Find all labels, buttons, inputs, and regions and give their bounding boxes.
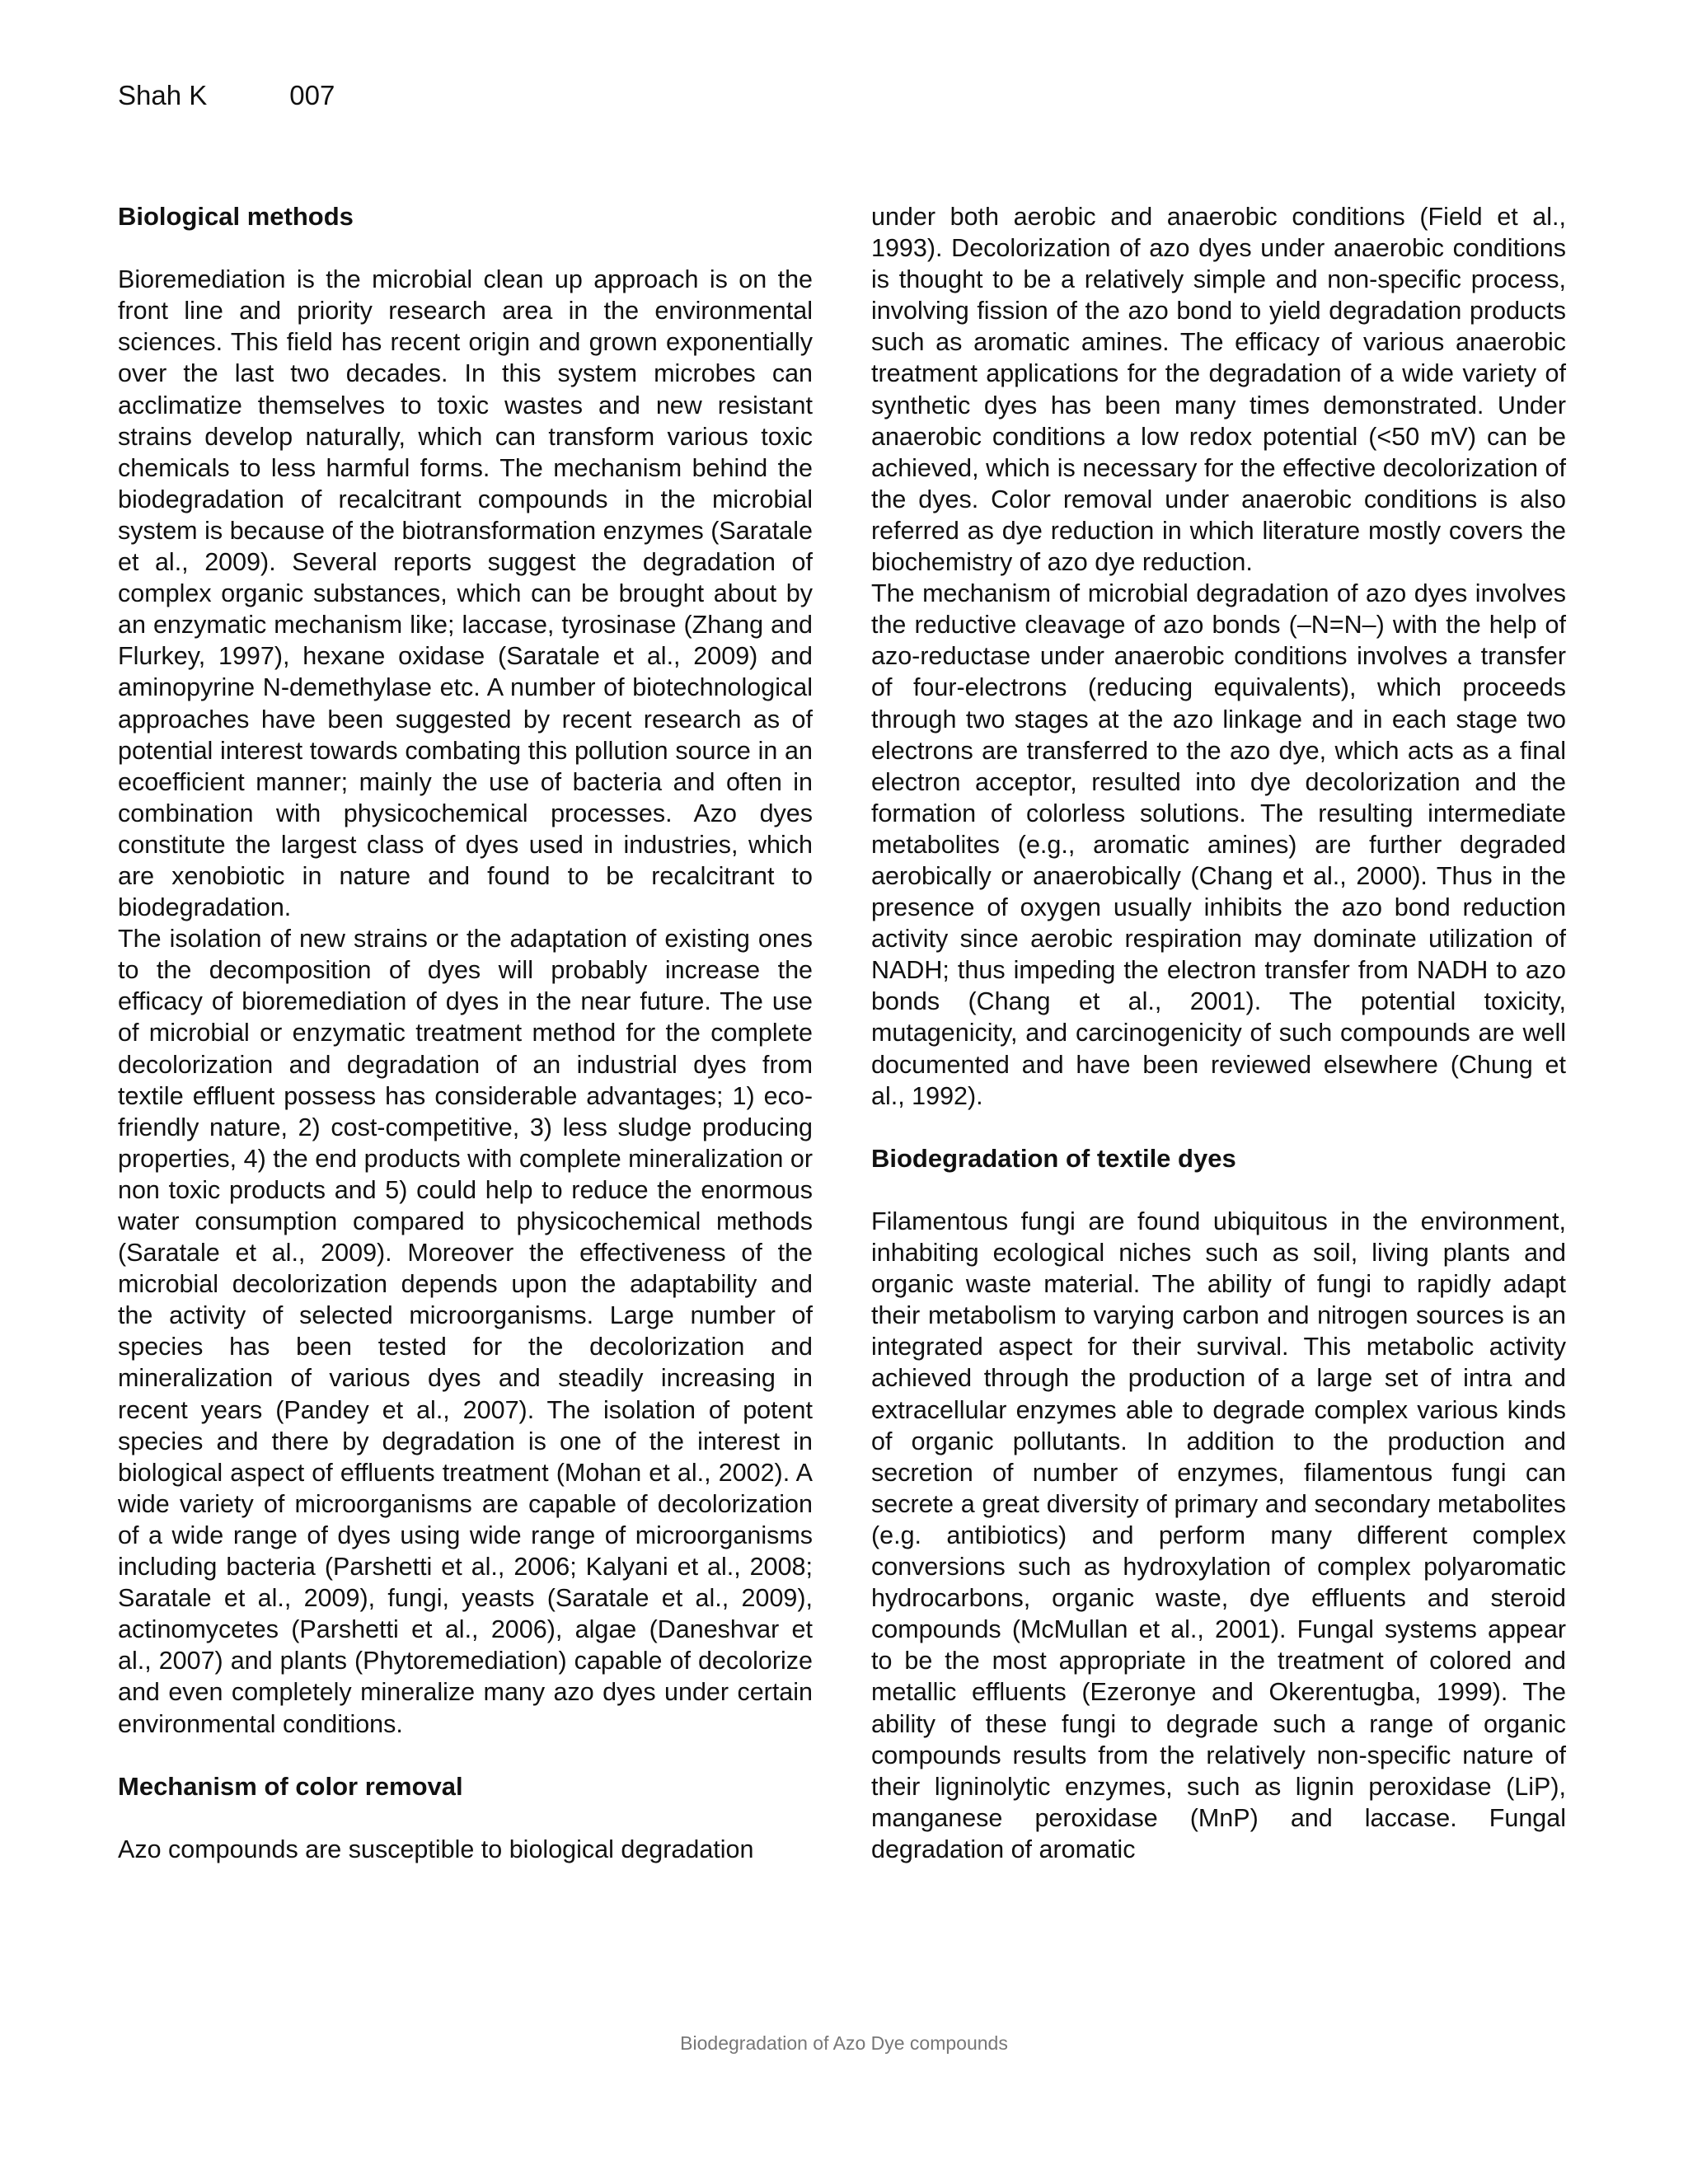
paragraph: Azo compounds are susceptible to biological degradation: [118, 1835, 754, 1863]
header-author: Shah K: [118, 80, 208, 110]
paragraph: The isolation of new strains or the adaptation of existing ones to the decomposition of dyes will probably increase the efficacy of bioremediation of dyes in the near future. The use of microbial or enzymatic treatment method for the complete decolorization and degradation of an industrial dyes from textile effluent possess has considerable advantages; 1) eco-friendly nature, 2) cost-competitive, 3) less sludge producing properties, 4) the end products with complete mineralization or non toxic products and 5) could help to reduce the enormous water consumption compared to physicochemical methods (Saratale et al., 2009). Moreover the effectiveness of the microbial decolorization depends upon the adaptability and the activity of selected microorganisms. Large number of species has been tested for the decolorization and mineralization of various dyes and steadily increasing in recent years (Pandey et al., 2007). The isolation of potent species and there by degradation is one of the interest in biological aspect of effluents treatment (Mohan et al., 2002). A wide variety of microorganisms are capable of decolorization of a wide range of dyes using wide range of microorganisms including bacteria (Parshetti et al., 2006; Kalyani et al., 2008; Saratale et al., 2009), fungi, yeasts (Saratale et al., 2009), actinomycetes (Parshetti et al., 2006), algae (Daneshvar et al., 2007) and plants (Phytoremediation) capable of decolorize and even completely mineralize many azo dyes under certain environmental conditions.: [118, 925, 813, 1738]
paragraph: Bioremediation is the microbial clean up approach is on the front line and priority research area in the environmental sciences. This field has recent origin and grown exponentially over the last two decades. In this system microbes can acclimatize themselves to toxic wastes and new resistant strains develop naturally, which can transform various toxic chemicals to less harmful forms. The mechanism behind the biodegradation of recalcitrant compounds in the microbial system is because of the biotransformation enzymes (Saratale et al., 2009). Several reports suggest the degradation of complex organic substances, which can be brought about by an enzymatic mechanism like; laccase, tyrosinase (Zhang and Flurkey, 1997), hexane oxidase (Saratale et al., 2009) and aminopyrine N-demethylase etc. A number of biotechnological approaches have been suggested by recent research as of potential interest towards combating this pollution source in an ecoefficient manner; mainly the use of bacteria and often in combination with physicochemical processes. Azo dyes constitute the largest class of dyes used in industries, which are xenobiotic in nature and found to be recalcitrant to biodegradation.: [118, 265, 813, 922]
paragraph: The mechanism of microbial degradation of azo dyes involves the reductive cleavage of azo bonds (–N=N–) with the help of azo-reductase under anaerobic conditions involves a transfer of four-electrons (reducing equivalents), which proceeds through two stages at the azo linkage and in each stage two electrons are transferred to the azo dye, which acts as a final electron acceptor, resulted into dye decolorization and the formation of colorless solutions. The resulting intermediate metabolites (e.g., aromatic amines) are further degraded aerobically or anaerobically (Chang et al., 2000). Thus in the presence of oxygen usually inhibits the azo bond reduction activity since aerobic respiration may dominate utilization of NADH; thus impeding the electron transfer from NADH to azo bonds (Chang et al., 2001). The potential toxicity, mutagenicity, and carcinogenicity of such compounds are well documented and have been reviewed elsewhere (Chung et al., 1992).: [871, 579, 1566, 1110]
running-footer: Biodegradation of Azo Dye compounds: [680, 2032, 1008, 2054]
left-column: [118, 201, 813, 1865]
section-heading-biological-methods: Biological methods: [118, 202, 354, 231]
right-column: [871, 201, 1566, 1865]
header-page-number: 007: [289, 80, 335, 110]
paragraph: under both aerobic and anaerobic conditions (Field et al., 1993). Decolorization of azo dyes under anaerobic conditions is thought to be a relatively simple and non-specific process, involving fission of the azo bond to yield degradation products such as aromatic amines. The efficacy of various anaerobic treatment applications for the degradation of a wide variety of synthetic dyes has been many times demonstrated. Under anaerobic conditions a low redox potential (<50 mV) can be achieved, which is necessary for the effective decolorization of the dyes. Color removal under anaerobic conditions is also referred as dye reduction in which literature mostly covers the biochemistry of azo dye reduction.: [871, 203, 1566, 577]
running-header: [118, 79, 335, 112]
paragraph: Filamentous fungi are found ubiquitous in the environment, inhabiting ecological niches such as soil, living plants and organic waste material. The ability of fungi to rapidly adapt their metabolism to varying carbon and nitrogen sources is an integrated aspect for their survival. This metabolic activity achieved through the production of a large set of intra and extracellular enzymes able to degrade complex various kinds of organic pollutants. In addition to the production and secretion of number of enzymes, filamentous fungi can secrete a great diversity of primary and secondary metabolites (e.g. antibiotics) and perform many different complex conversions such as hydroxylation of complex polyaromatic hydrocarbons, organic waste, dye effluents and steroid compounds (McMullan et al., 2001). Fungal systems appear to be the most appropriate in the treatment of colored and metallic effluents (Ezeronye and Okerentugba, 1999). The ability of these fungi to degrade such a range of organic compounds results from the relatively non-specific nature of their ligninolytic enzymes, such as lignin peroxidase (LiP), manganese peroxidase (MnP) and laccase. Fungal degradation of aromatic: [871, 1207, 1566, 1863]
section-heading-mechanism-of-color-removal: Mechanism of color removal: [118, 1771, 463, 1801]
section-heading-biodegradation-of-textile-dyes: Biodegradation of textile dyes: [871, 1143, 1236, 1173]
